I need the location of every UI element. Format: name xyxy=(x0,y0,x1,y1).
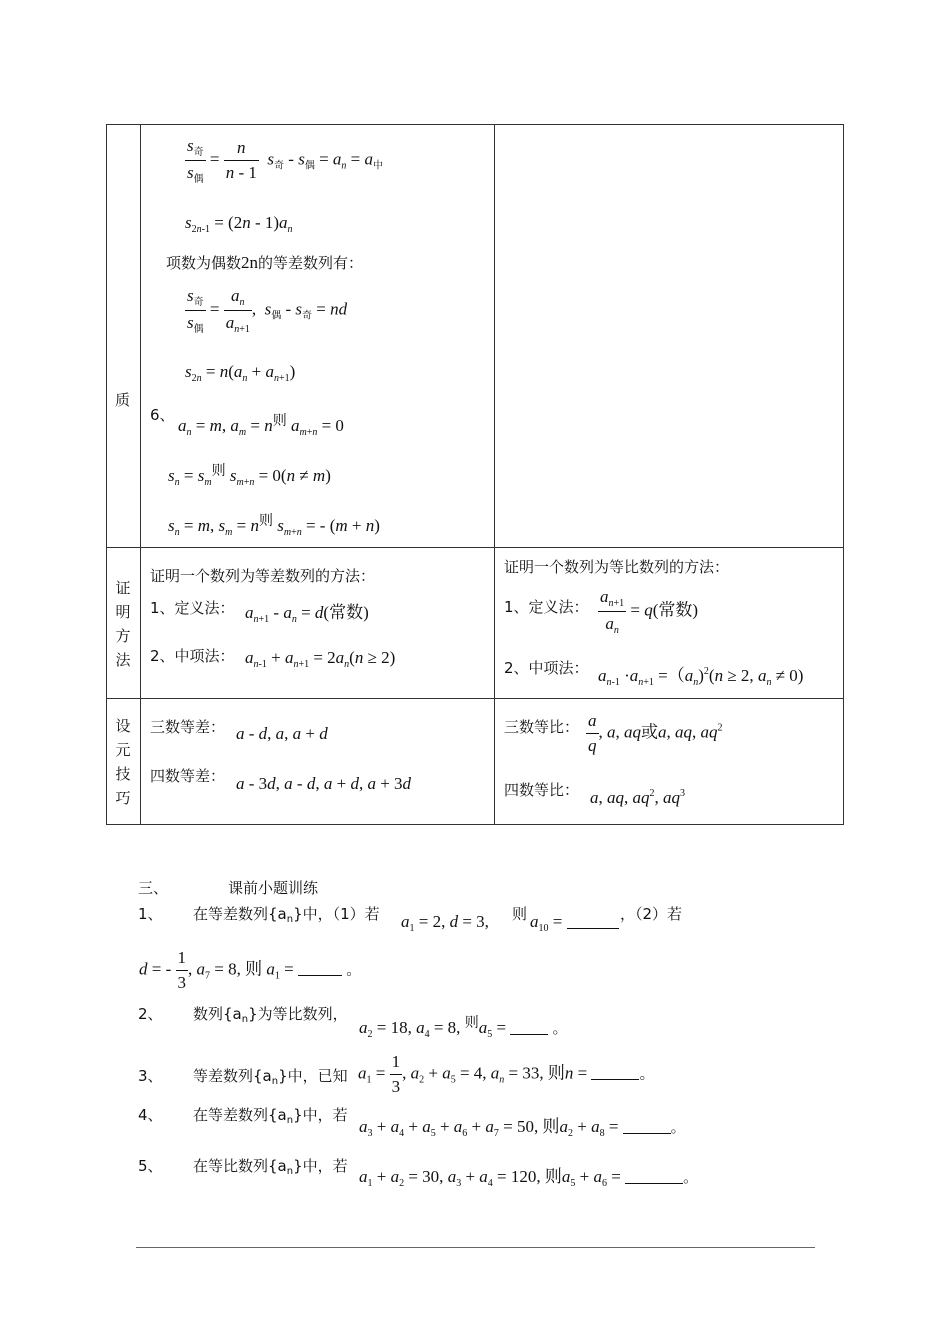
formula-geo-def: $\frac{a_{n+1}}{a_n}$ = q(常数) xyxy=(600,587,699,636)
exercise-1-formula-b: d = - $\frac{1}{3}$ , $a_7 = 8$, 则 $a_1$ = 。 xyxy=(139,948,362,992)
table-border-row2 xyxy=(106,698,844,699)
label-char: 元 xyxy=(115,741,131,759)
four-arith-label: 四数等差： xyxy=(150,767,226,785)
arith-mid-method: 2、中项法： xyxy=(150,647,235,665)
geo-proof-title: 证明一个数列为等比数列的方法： xyxy=(504,558,730,576)
exercise-2-formula: $a_2 = 18$, $a_4 = 8$, $^则a_5$ = 。 xyxy=(359,1015,568,1040)
formula-arith-def: $a_{n+1} - a_n = d$(常数) xyxy=(245,603,369,625)
table-border-middle xyxy=(494,124,495,825)
exercise-1-number: 1、 xyxy=(138,905,163,923)
table-border-row1 xyxy=(106,547,844,548)
table-border-label xyxy=(140,124,141,825)
formula-sn-sm-equal: $s_n = s_m^则$ $s_{m+n} = 0(n \ne m)$ xyxy=(168,463,331,488)
exercise-4-number: 4、 xyxy=(138,1106,163,1124)
footer-rule xyxy=(136,1247,815,1248)
exercise-4-text: 在等差数列$\{a_n\}$中，若 xyxy=(193,1106,348,1126)
formula-odd-even-ratio: $\frac{s_奇}{s_偶}$ = $\frac{n}{n - 1}$ $s_奇 - s_偶 = a_n = a_中$ xyxy=(187,136,383,185)
exercise-1-part2: ，（2）若 xyxy=(620,905,683,923)
label-char: 巧 xyxy=(115,789,131,807)
exercise-1-formula-a10: $a_{10}$ = xyxy=(530,912,619,934)
formula-am-an: $a_n = m$, $a_m = n^则$ $a_{m+n} = 0$ xyxy=(178,413,344,438)
formula-sn-m-sm-n: $s_n = m$, $s_m = n^则$ $s_{m+n}$ = - (m + n) xyxy=(168,513,380,538)
row-label-proof-methods xyxy=(106,576,140,672)
arith-def-method: 1、定义法： xyxy=(150,599,235,617)
table-border-right xyxy=(843,124,844,825)
geo-mid-method: 2、中项法： xyxy=(504,659,589,677)
formula-four-geo: a, aq, $aq^2$, $aq^3$ xyxy=(590,788,685,807)
formula-even-ratio: $\frac{s_奇}{s_偶}$ = $\frac{a_n}{a_{n+1}}$ , $s_偶 - s_奇$ = nd xyxy=(187,286,348,335)
exercise-2-text: 数列$\{a_n\}$为等比数列， xyxy=(193,1005,348,1025)
formula-three-arith: a - d, a, a + d xyxy=(236,724,328,743)
row-label-setup-tips xyxy=(106,714,140,810)
table-border-top xyxy=(106,124,844,125)
three-geo-label: 三数等比： xyxy=(504,718,580,736)
label-char: 设 xyxy=(115,717,131,735)
geo-def-method: 1、定义法： xyxy=(504,598,589,616)
row-label-properties: 质 xyxy=(115,391,131,409)
formula-s2n-1: $s_{2n-1} = (2n - 1)a_n$ xyxy=(185,213,293,235)
exercise-1-formula-a: $a_1 = 2$, d = 3, xyxy=(401,912,489,934)
formula-arith-mid: $a_{n-1} + a_{n+1} = 2a_n(n \ge 2)$ xyxy=(245,648,396,670)
formula-four-arith: a - 3d, a - d, a + d, a + 3d xyxy=(236,774,412,793)
four-geo-label: 四数等比： xyxy=(504,781,580,799)
exercise-3-formula: $a_1$ = $\frac{1}{3}$ , $a_2 + a_5 = 4$, $a_n = 33$, 则n = 。 xyxy=(358,1052,655,1096)
formula-s2n: $s_{2n} = n(a_n + a_{n+1})$ xyxy=(185,362,296,384)
label-char: 方 xyxy=(115,627,131,645)
exercise-4-formula: $a_3 + a_4 + a_5 + a_6 + a_7 = 50$, 则$a_2 + a_8$ = 。 xyxy=(359,1117,686,1139)
item-6-number: 6、 xyxy=(150,406,175,424)
formula-three-geo: $\frac{a}{q}$ , a, aq或a, aq, $aq^2$ xyxy=(588,711,723,755)
exercise-5-number: 5、 xyxy=(138,1157,163,1175)
label-char: 明 xyxy=(115,603,131,621)
label-char: 技 xyxy=(115,765,131,783)
label-char: 证 xyxy=(115,579,131,597)
exercise-2-number: 2、 xyxy=(138,1005,163,1023)
exercise-5-text: 在等比数列$\{a_n\}$中，若 xyxy=(193,1157,348,1177)
exercise-5-formula: $a_1 + a_2 = 30$, $a_3 + a_4 = 120$, 则$a_5 + a_6$ = 。 xyxy=(359,1167,699,1189)
exercise-3-text: 等差数列$\{a_n\}$中，已知 xyxy=(193,1067,348,1087)
section-number: 三、 xyxy=(138,879,169,897)
exercise-1-text: 在等差数列$\{a_n\}$中，（1）若 xyxy=(193,905,380,925)
exercise-1-ze: 则 xyxy=(512,905,528,923)
three-arith-label: 三数等差： xyxy=(150,718,226,736)
label-char: 法 xyxy=(115,651,131,669)
exercise-3-number: 3、 xyxy=(138,1067,163,1085)
section-title: 课前小题训练 xyxy=(228,879,319,897)
even-terms-heading: 项数为偶数2n的等差数列有： xyxy=(166,253,364,272)
formula-geo-mid: $a_{n-1} \cdot a_{n+1} =(a_n)^2(n \ge 2$, $a_n \ne 0$) xyxy=(598,666,804,688)
table-border-bottom xyxy=(106,824,844,825)
arith-proof-title: 证明一个数列为等差数列的方法： xyxy=(150,567,376,585)
